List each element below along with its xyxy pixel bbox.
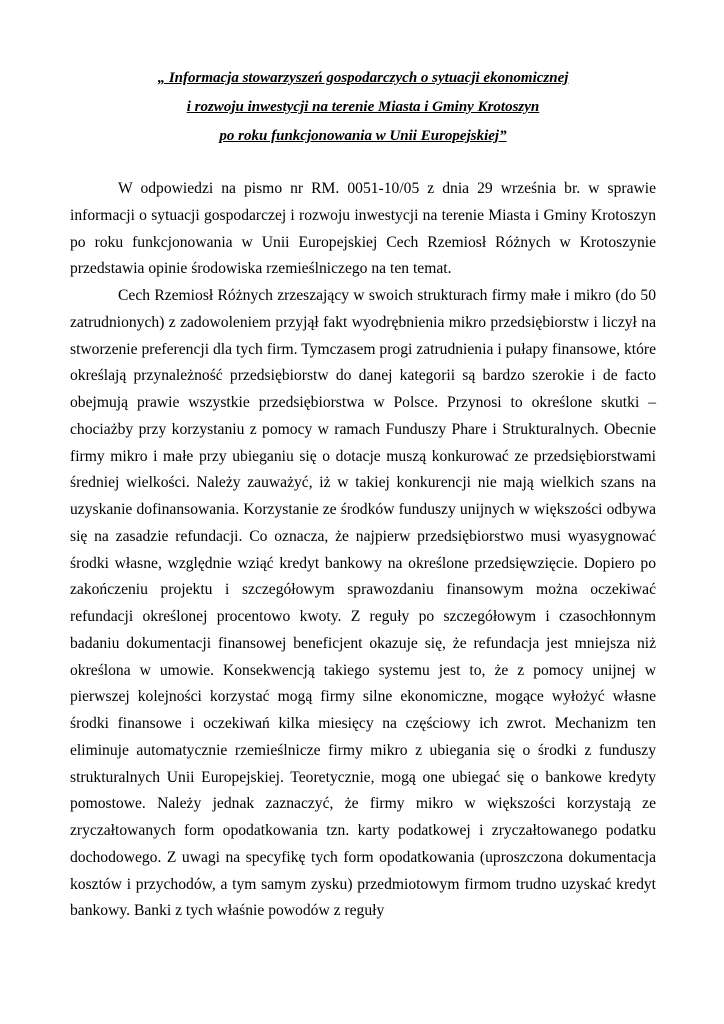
title-line-2: i rozwoju inwestycji na terenie Miasta i Gminy Krotoszyn [186,99,540,115]
paragraph-2: Cech Rzemiosł Różnych zrzeszający w swoich strukturach firmy małe i mikro (do 50 zatrudnionych) z zadowoleniem przyjął fakt wyodrębnienia mikro przedsiębiorstw i liczył na stworzenie preferencji dla tych firm. Tymczasem progi zatrudnienia i pułapy finansowe, które określają przynależność przedsiębiorstw do danej kategorii są bardzo szerokie i de facto obejmują prawie wszystkie przedsiębiorstwa w Polsce. Przynosi to określone skutki – chociażby przy korzystaniu z pomocy w ramach Funduszy Phare i Strukturalnych. Obecnie firmy mikro i małe przy ubieganiu się o dotacje muszą konkurować ze przedsiębiorstwami średniej wielkości. Należy zauważyć, iż w takiej konkurencji nie mają wielkich szans na uzyskanie dofinansowania. Korzystanie ze środków funduszy unijnych w większości odbywa się na zasadzie refundacji. Co oznacza, że najpierw przedsiębiorstwo musi wyasygnować środki własne, względnie wziąć kredyt bankowy na określone przedsięwzięcie. Dopiero po zakończeniu projektu i szczegółowym sprawozdaniu finansowym można oczekiwać refundacji określonej procentowo kwoty. Z reguły po szczegółowym i czasochłonnym badaniu dokumentacji finansowej beneficjent okazuje się, że refundacja jest mniejsza niż określona w umowie. Konsekwencją takiego systemu jest to, że z pomocy unijnej w pierwszej kolejności korzystać mogą firmy silne ekonomiczne, mogące wyłożyć własne środki finansowe i oczekiwań kilka miesięcy na częściowy ich zwrot. Mechanizm ten eliminuje automatycznie rzemieślnicze firmy mikro z ubiegania się o środki z funduszy strukturalnych Unii Europejskiej. Teoretycznie, mogą one ubiegać się o bankowe kredyty pomostowe. Należy jednak zaznaczyć, że firmy mikro w większości korzystają ze zryczałtowanych form opodatkowania tzn. karty podatkowej i zryczałtowanego podatku dochodowego. Z uwagi na specyfikę tych form opodatkowania (uproszczona dokumentacja kosztów i przychodów, a tym samym zysku) przedmiotowym firmom trudno uzyskać kredyt bankowy. Banki z tych właśnie powodów z reguły [70,287,656,920]
paragraph-1: W odpowiedzi na pismo nr RM. 0051-10/05 z dnia 29 września br. w sprawie informacji o sytuacji gospodarczej i rozwoju inwestycji na terenie Miasta i Gminy Krotoszyn po roku funkcjonowania w Unii Europejskiej Cech Rzemiosł Różnych w Krotoszynie przedstawia opinie środowiska rzemieślniczego na ten temat. [70,180,656,278]
title-line-1: „ Informacja stowarzyszeń gospodarczych o sytuacji ekonomicznej [157,70,569,86]
title-line-3: po roku funkcjonowania w Unii Europejskiej” [219,128,507,144]
document-title [70,64,656,151]
document-body [70,176,656,925]
